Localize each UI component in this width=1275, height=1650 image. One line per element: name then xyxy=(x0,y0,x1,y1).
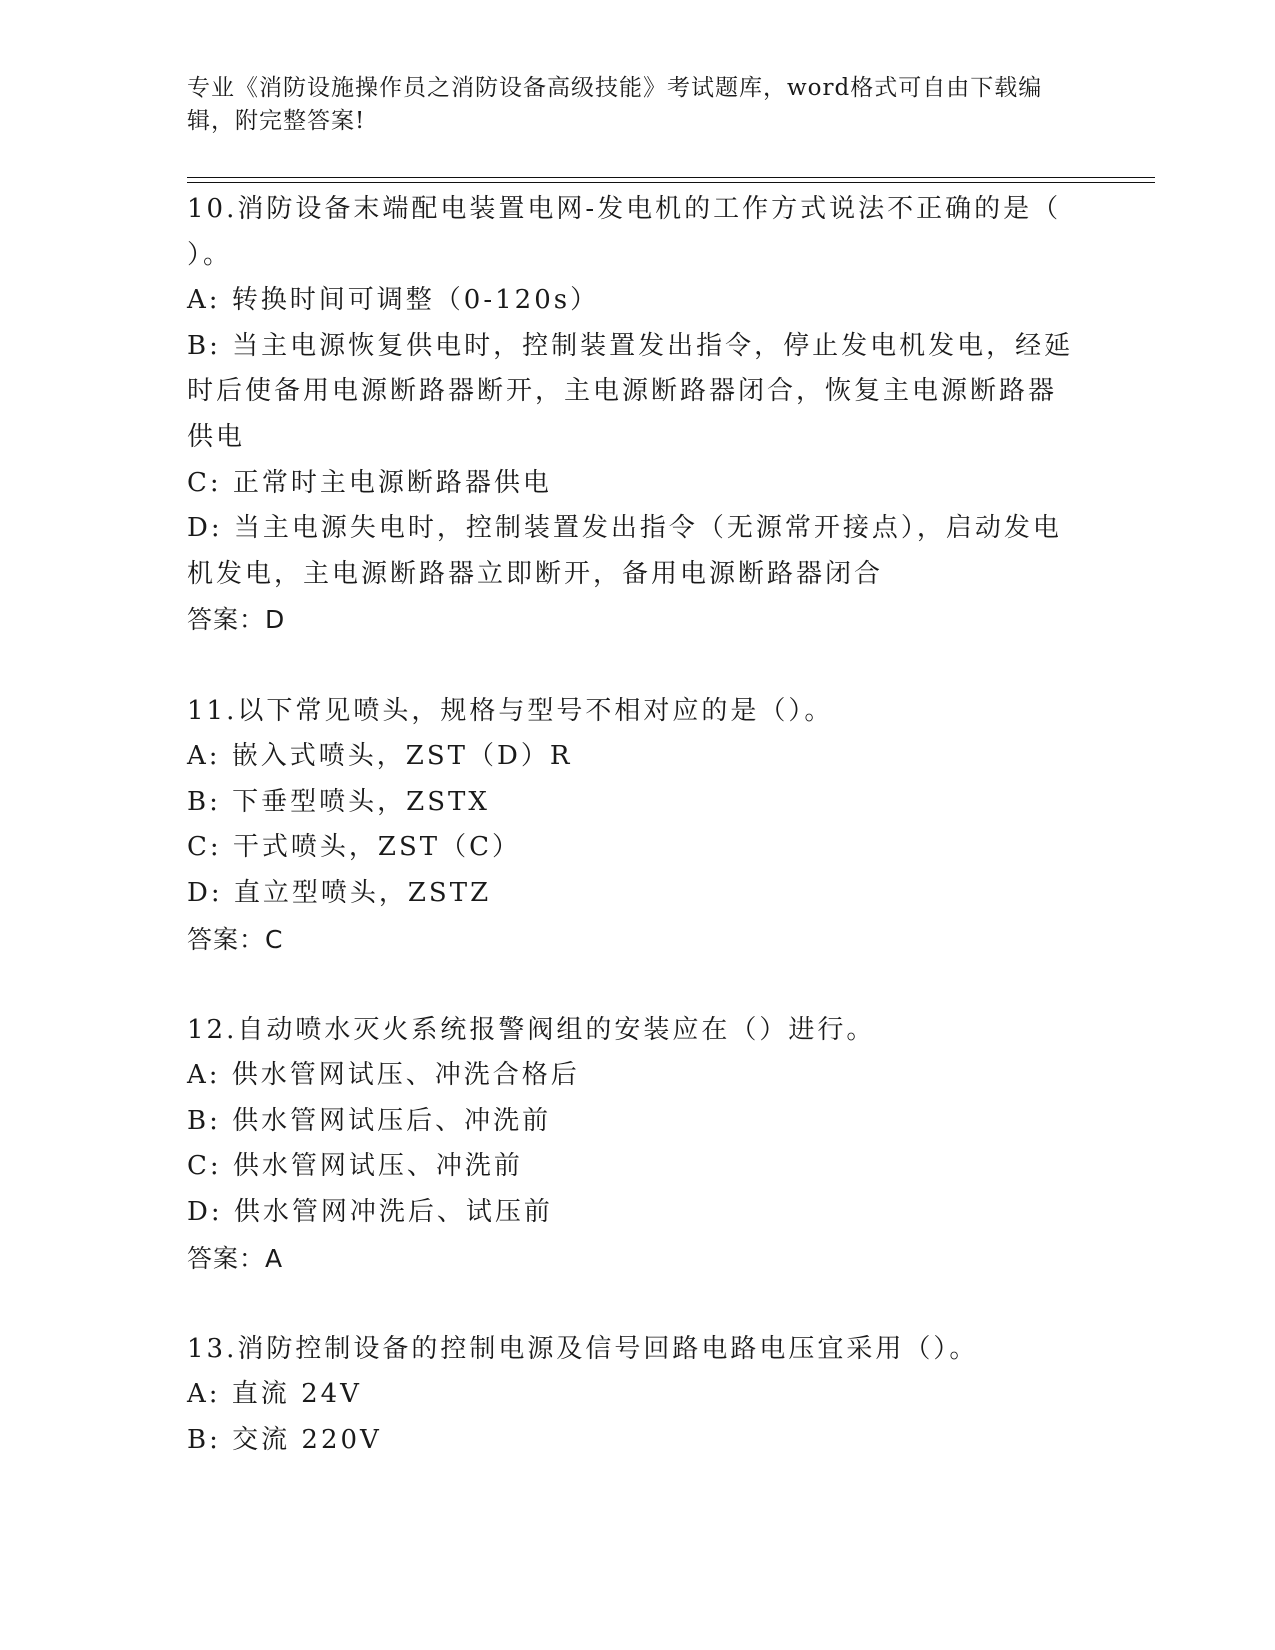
question-spacer xyxy=(187,962,1087,1008)
question-spacer xyxy=(187,1281,1087,1327)
header-line-2: 辑，附完整答案! xyxy=(187,108,366,134)
answer-option: C: 供水管网试压、冲洗前 xyxy=(187,1151,523,1182)
question-block xyxy=(187,1008,1087,1327)
answer-option: B: 当主电源恢复供电时，控制装置发出指令，停止发电机发电，经延 xyxy=(187,330,1074,361)
answer-option: C: 正常时主电源断路器供电 xyxy=(187,467,552,498)
answer-option: B: 下垂型喷头，ZSTX xyxy=(187,786,490,817)
question-stem: 12.自动喷水灭火系统报警阀组的安装应在（）进行。 xyxy=(187,1014,876,1045)
answer-option: B: 供水管网试压后、冲洗前 xyxy=(187,1105,552,1136)
question-block xyxy=(187,689,1087,1008)
answer-option: 时后使备用电源断路器断开，主电源断路器闭合，恢复主电源断路器 xyxy=(187,376,1058,407)
header-line-1: 专业《消防设施操作员之消防设备高级技能》考试题库，word格式可自由下载编 xyxy=(187,75,1043,101)
question-stem: 13.消防控制设备的控制电源及信号回路电路电压宜采用（）。 xyxy=(187,1333,979,1364)
answer-option: D: 当主电源失电时，控制装置发出指令（无源常开接点），启动发电 xyxy=(187,513,1062,544)
answer-option: D: 直立型喷头，ZSTZ xyxy=(187,877,492,908)
answer-option: A: 嵌入式喷头，ZST（D）R xyxy=(187,741,573,772)
question-stem: 11.以下常见喷头，规格与型号不相对应的是（）。 xyxy=(187,695,834,726)
answer-option: A: 供水管网试压、冲洗合格后 xyxy=(187,1060,580,1091)
header-divider-bottom xyxy=(187,182,1155,183)
answer-option: D: 供水管网冲洗后、试压前 xyxy=(187,1197,553,1228)
answer-key: 答案：C xyxy=(187,924,284,954)
question-stem: 10.消防设备末端配电装置电网-发电机的工作方式说法不正确的是（ xyxy=(187,194,1062,224)
answer-option: B: 交流 220V xyxy=(187,1425,382,1456)
question-block xyxy=(187,1327,1087,1464)
question-block xyxy=(187,187,1087,689)
answer-key: 答案：A xyxy=(187,1243,284,1273)
answer-option: A: 转换时间可调整（0-120s） xyxy=(187,285,600,316)
answer-option: C: 干式喷头，ZST（C） xyxy=(187,832,522,863)
answer-key: 答案：D xyxy=(187,605,286,635)
document-header xyxy=(187,72,1067,138)
answer-option: 机发电，主电源断路器立即断开，备用电源断路器闭合 xyxy=(187,558,884,589)
answer-option: 供电 xyxy=(187,421,246,452)
question-stem: ）。 xyxy=(187,239,233,270)
question-list xyxy=(187,187,1087,1464)
header-divider-top xyxy=(187,177,1155,178)
answer-option: A: 直流 24V xyxy=(187,1379,362,1410)
question-spacer xyxy=(187,643,1087,689)
